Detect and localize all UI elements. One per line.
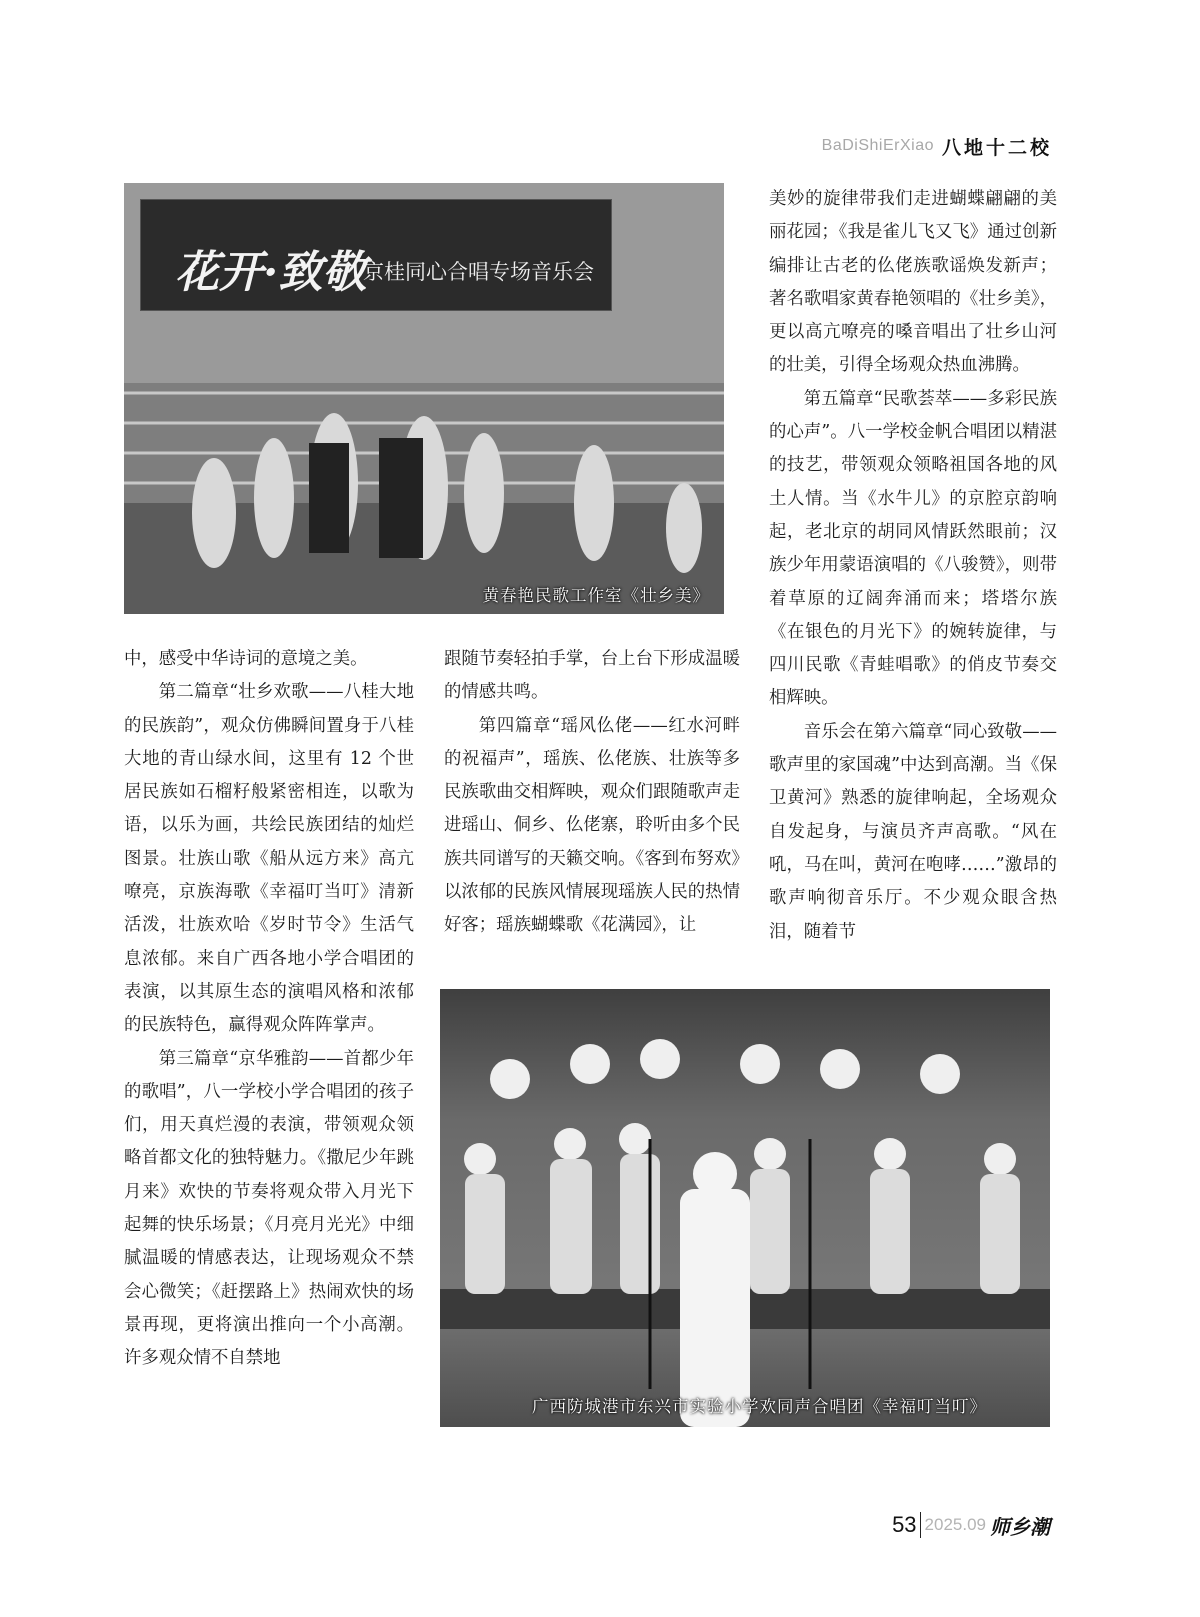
banner-main-title: 花开·致敬 xyxy=(175,247,367,298)
page-footer xyxy=(892,1510,1050,1540)
photo-children-choir xyxy=(440,989,1050,1427)
paragraph: 中，感受中华诗词的意境之美。 xyxy=(124,649,368,669)
paragraph: 跟随节奏轻拍手掌，台上台下形成温暖的情感共鸣。 xyxy=(444,649,740,703)
paragraph: 第三篇章“京华雅韵——首都少年的歌唱”，八一学校小学合唱团的孩子们，用天真烂漫的表演，带领观众领略首都文化的独特魅力。《撒尼少年跳月来》欢快的节奏将观众带入月光下起舞的快乐场景；《月亮月光光》中细腻温暖的情感表达，让现场观众不禁会心微笑；《赶摆路上》热闹欢快的场景再现，更将演出推向一个小高潮。许多观众情不自禁地 xyxy=(124,1048,414,1369)
paragraph: 音乐会在第六篇章“同心致敬——歌声里的家国魂”中达到高潮。当《保卫黄河》熟悉的旋律响起，全场观众自发起身，与演员齐声高歌。“风在吼，马在叫，黄河在咆哮……”激昂的歌声响彻音乐厅。不少观众眼含热泪，随着节 xyxy=(769,721,1057,942)
running-header xyxy=(822,133,1052,159)
issue-date: 2025.09 xyxy=(924,1515,986,1534)
photo1-caption: 黄春艳民歌工作室《壮乡美》 xyxy=(482,586,710,605)
page-number: 53 xyxy=(892,1512,920,1538)
magazine-logo: 师乡潮 xyxy=(990,1514,1050,1539)
photo-concert-stage xyxy=(124,183,724,614)
paragraph: 美妙的旋律带我们走进蝴蝶翩翩的美丽花园；《我是雀儿飞又飞》通过创新编排让古老的仫佬族歌谣焕发新声；著名歌唱家黄春艳领唱的《壮乡美》，更以高亢嘹亮的嗓音唱出了壮乡山河的壮美，引得全场观众热血沸腾。 xyxy=(769,189,1057,376)
banner-subtitle: 京桂同心合唱专场音乐会 xyxy=(363,260,594,284)
header-latin-title: BaDiShiErXiao xyxy=(821,137,934,154)
photo2-caption: 广西防城港市东兴市实验小学欢同声合唱团《幸福叮当叮》 xyxy=(532,1397,987,1416)
article-column-3 xyxy=(769,183,1057,973)
paragraph: 第二篇章“壮乡欢歌——八桂大地的民族韵”，观众仿佛瞬间置身于八桂大地的青山绿水间，这里有 12 个世居民族如石榴籽般紧密相连，以歌为语，以乐为画，共绘民族团结的灿烂图景。壮族山歌《船从远方来》高亢嘹亮，京族海歌《幸福叮当叮》清新活泼，壮族欢哈《岁时节令》生活气息浓郁。来自广西各地小学合唱团的表演，以其原生态的演唱风格和浓郁的民族特色，赢得观众阵阵掌声。 xyxy=(124,682,414,1036)
paragraph: 第五篇章“民歌荟萃——多彩民族的心声”。八一学校金帆合唱团以精湛的技艺，带领观众领略祖国各地的风土人情。当《水牛儿》的京腔京韵响起，老北京的胡同风情跃然眼前；汉族少年用蒙语演唱的《八骏赞》，则带着草原的辽阔奔涌而来；塔塔尔族《在银色的月光下》的婉转旋律，与四川民歌《青蛙唱歌》的俏皮节奏交相辉映。 xyxy=(769,388,1057,709)
paragraph: 第四篇章“瑶风仫佬——红水河畔的祝福声”，瑶族、仫佬族、壮族等多民族歌曲交相辉映，观众们跟随歌声走进瑶山、侗乡、仫佬寨，聆听由多个民族共同谱写的天籁交响。《客到布努欢》以浓郁的民族风情展现瑶族人民的热情好客；瑶族蝴蝶歌《花满园》，让 xyxy=(444,715,740,936)
concert-banner xyxy=(140,199,612,311)
article-column-1 xyxy=(124,643,414,1423)
header-chinese-title: 八地十二校 xyxy=(941,136,1052,159)
choir-scene-illustration xyxy=(440,989,1050,1427)
article-column-2 xyxy=(444,643,740,963)
